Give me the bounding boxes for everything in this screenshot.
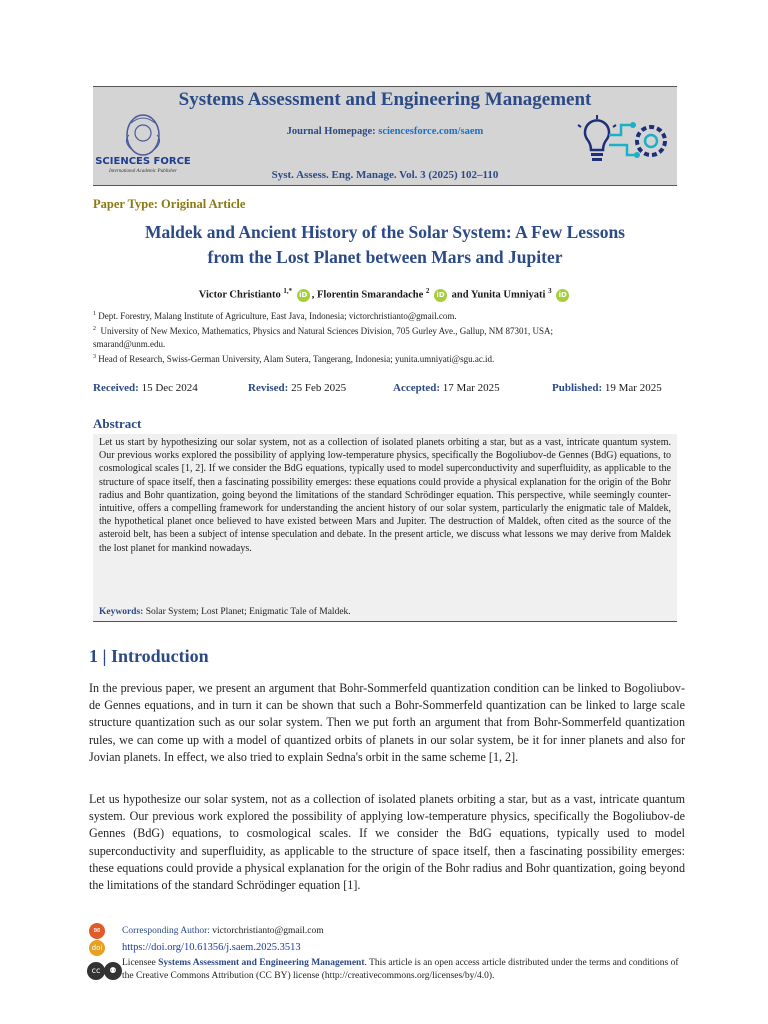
license-text: Licensee Systems Assessment and Engineering Management. This article is an open access article distributed under the terms and conditions of the Creative Commons Attribution (CC BY) license (http://creativecommons.org/licenses/by/4.0). (122, 958, 679, 981)
email-icon: ✉ (89, 923, 105, 939)
paragraph: In the previous paper, we present an argument that Bohr-Sommerfeld quantization condition can be linked to Bogoliubov-de Gennes equations, and in turn it can be shown that such a Bohr-Sommerfeld quantization can be linked to large scale structure quantization such as our solar system. Then we put forth an argument that from Bohr-Sommerfeld quantization rules, we can come up with a model of quantized orbits of planets in our solar system, be it for inner planets and also for Jovian planets. In effect, we also tried to explain Sedna's orbit in the same scheme [1, 2]. (89, 681, 685, 764)
publisher-tagline: International Academic Publisher (109, 169, 177, 174)
abstract-text: Let us start by hypothesizing our solar system, not as a collection of isolated planets orbiting a star, but as a vast, intricate quantum system. Our previous works explored the possibility of applying low-temperature physics, specifically the Bogoliubov-de Gennes (BdG) equations, to cosmological scales [1, 2]. If we consider the BdG equations, typically used to model superconductivity and superfluidity, as applicable to the structure of space itself, then a fascinating possibility emerges: these equations could provide a physical explanation for the origin of the Bohr radius and Bohr quantization, going beyond the limitations of the standard Schrödinger equation. This perspective, while seemingly counter-intuitive, offers a compelling framework for understanding the ancient history of our solar system, particularly the enigmatic tale of Maldek, the hypothetical planet once believed to have existed between Mars and Jupiter. The destruction of Maldek, often cited as the source of the asteroid belt, has been a subject of intense speculation and debate. In the present article, we discuss what lessons we may derive from Maldek the lost planet for mankind nowadays. (99, 437, 671, 554)
orcid-icon[interactable]: iD (297, 289, 310, 302)
affiliation-3: $^3$ Head of Research, Swiss-German University, Alam Sutera, Tangerang, Indonesia; yunita.umniyati@sgu.ac.id. (93, 354, 495, 364)
title-line-1: Maldek and Ancient History of the Solar System: A Few Lessons (145, 222, 625, 242)
author-sup: 3 (548, 287, 552, 295)
corresponding-author: Corresponding Author: victorchristianto@gmail.com (122, 926, 324, 936)
lightbulb-gear-icon (573, 113, 673, 177)
publisher-logo-text: SCIENCES FORCE (95, 156, 191, 167)
date-received: Received: 15 Dec 2024 (93, 382, 198, 394)
abstract-heading: Abstract (93, 416, 142, 431)
orcid-icon[interactable]: iD (434, 289, 447, 302)
orcid-icon[interactable]: iD (556, 289, 569, 302)
journal-citation: Syst. Assess. Eng. Manage. Vol. 3 (2025) 102–110 (271, 169, 499, 181)
date-accepted: Accepted: 17 Mar 2025 (393, 382, 500, 394)
paper-title (93, 220, 677, 270)
author-sup: 1,* (283, 287, 293, 295)
paper-type: Paper Type: Original Article (93, 197, 246, 211)
homepage-label: Journal Homepage: (286, 126, 376, 137)
author-name: Victor Christianto (198, 289, 281, 301)
section-heading: 1 | Introduction (89, 646, 209, 666)
title-line-2: from the Lost Planet between Mars and Jupiter (207, 247, 563, 267)
author-name: Yunita Umniyati (470, 289, 546, 301)
author-name: Florentin Smarandache (317, 289, 424, 301)
keywords-text: Solar System; Lost Planet; Enigmatic Tale of Maldek. (145, 607, 351, 617)
author-list: Victor Christianto $^{1,*}$ iD , Florentin Smarandache $^2$ iD and Yunita Umniyati $^3$ iD (93, 287, 677, 302)
date-revised: Revised: 25 Feb 2025 (248, 382, 347, 394)
keywords: Keywords: Solar System; Lost Planet; Enigmatic Tale of Maldek. (99, 607, 351, 617)
paragraph: Let us hypothesize our solar system, not as a collection of isolated planets orbiting a star, but as a vast, intricate quantum system. Our previous work explored the possibility of applying low-temperature physics, specifically the Bogoliubov-de Gennes (BdG) equations, to cosmological scales. If we consider the BdG equations, typically used to model superconductivity and superfluidity, as applicable to the structure of space itself, then a fascinating possibility emerges: these equations could provide a physical explanation for the origin of the Bohr radius and Bohr quantization, going beyond the limitations of the standard Schrödinger equation [1]. (89, 792, 685, 893)
cc-icon: cc (87, 962, 105, 980)
date-published: Published: 19 Mar 2025 (552, 382, 662, 394)
affiliation-text: University of New Mexico, Mathematics, Physics and Natural Sciences Division, 705 Gurley Ave., Gallup, NM 87301, USA; (100, 326, 554, 336)
by-icon: ⚉ (104, 962, 122, 980)
authors-and: and (451, 289, 469, 301)
abstract-box (93, 434, 677, 622)
journal-title: Systems Assessment and Engineering Management (178, 89, 592, 110)
affiliation-1: $^1$ Dept. Forestry, Malang Institute of Agriculture, East Java, Indonesia; victorchristianto@gmail.com. (93, 311, 457, 321)
affiliation-text: Head of Research, Swiss-German University, Alam Sutera, Tangerang, Indonesia; yunita.umniyati@sgu.ac.id. (98, 354, 495, 364)
affiliation-text: Dept. Forestry, Malang Institute of Agriculture, East Java, Indonesia; victorchristianto@gmail.com. (98, 311, 457, 321)
author-sup: 2 (425, 287, 430, 295)
doi-link[interactable]: https://doi.org/10.61356/j.saem.2025.3513 (122, 942, 301, 953)
homepage-link[interactable]: sciencesforce.com/saem (378, 126, 484, 137)
doi-icon: doi (89, 940, 105, 956)
affiliation-2: $^2$ University of New Mexico, Mathematics, Physics and Natural Sciences Division, 705 Gurley Ave., Gallup, NM 87301, USA; smarand@unm.edu. (93, 326, 554, 349)
affiliation-text: smarand@unm.edu. (93, 339, 166, 349)
journal-banner (93, 86, 677, 186)
